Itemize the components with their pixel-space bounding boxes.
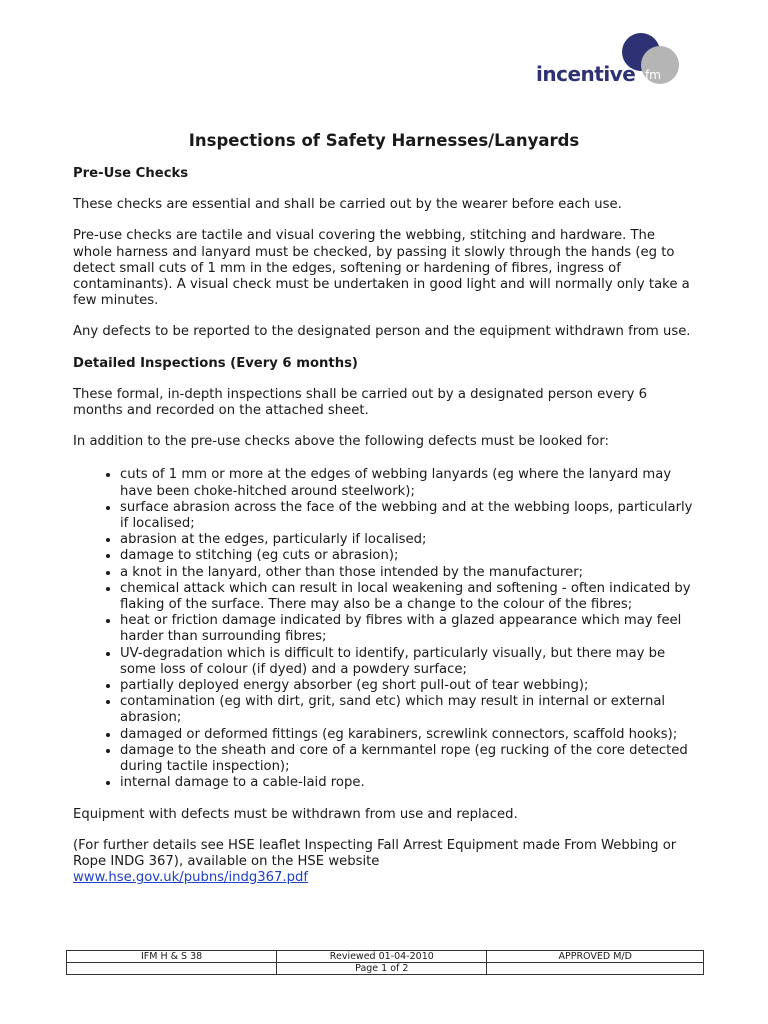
list-item: • UV-degradation which is difficult to identify, particularly visually, but there may be some loss of colour (if dyed) and a powdery surface; [120, 646, 698, 678]
footer-empty-cell [67, 963, 277, 975]
list-item: • damaged or deformed fittings (eg karabiners, screwlink connectors, scaffold hooks); [120, 727, 698, 743]
list-item: • internal damage to a cable-laid rope. [120, 775, 698, 791]
list-item: • heat or friction damage indicated by fibres with a glazed appearance which may feel harder than surrounding fibres; [120, 613, 698, 645]
logo-wordmark: incentive [536, 62, 636, 86]
list-item: • partially deployed energy absorber (eg short pull-out of tear webbing); [120, 678, 698, 694]
table-row [67, 963, 704, 975]
footer-approved: APPROVED M/D [487, 951, 704, 963]
list-item: • a knot in the lanyard, other than those intended by the manufacturer; [120, 565, 698, 581]
detailed-heading: Detailed Inspections (Every 6 months) [73, 355, 358, 371]
pre-use-paragraph-3: Any defects to be reported to the designated person and the equipment withdrawn from use. [73, 324, 691, 340]
list-item: • damage to the sheath and core of a kernmantel rope (eg rucking of the core detected during tactile inspection); [120, 743, 698, 775]
list-item: • damage to stitching (eg cuts or abrasion); [120, 548, 698, 564]
footer-table [66, 950, 704, 975]
list-item: • contamination (eg with dirt, grit, sand etc) which may result in internal or external abrasion; [120, 694, 698, 726]
further-details-text: (For further details see HSE leaflet Inspecting Fall Arrest Equipment made From Webbing or Rope INDG 367), available on the HSE website [73, 837, 677, 869]
defects-list [73, 467, 698, 791]
document-body [73, 166, 698, 886]
list-item: • abrasion at the edges, particularly if localised; [120, 532, 698, 548]
table-row [67, 951, 704, 963]
withdrawn-paragraph: Equipment with defects must be withdrawn from use and replaced. [73, 806, 518, 822]
list-item: • chemical attack which can result in local weakening and softening - often indicated by flaking of the surface. There may also be a change to the colour of the fibres; [120, 581, 698, 613]
pre-use-paragraph-1: These checks are essential and shall be carried out by the wearer before each use. [73, 197, 622, 213]
pre-use-paragraph-2: Pre-use checks are tactile and visual covering the webbing, stitching and hardware. The whole harness and lanyard must be checked, by passing it slowly through the hands (eg to detect small cuts of 1 mm in the edges, softening or hardening of fibres, ingress of contaminants). A visual check must be undertaken in good light and will normally only take a few minutes. [73, 228, 690, 309]
company-logo [536, 30, 686, 92]
footer-ref: IFM H & S 38 [67, 951, 277, 963]
further-details-paragraph [73, 838, 698, 887]
pre-use-heading: Pre-Use Checks [73, 166, 189, 181]
list-item: • surface abrasion across the face of the webbing and at the webbing loops, particularly if localised; [120, 500, 698, 532]
footer-reviewed: Reviewed 01-04-2010 [277, 951, 487, 963]
document-title: Inspections of Safety Harnesses/Lanyards [188, 131, 580, 150]
hse-link[interactable]: www.hse.gov.uk/pubns/indg367.pdf [73, 870, 309, 886]
footer-page: Page 1 of 2 [277, 963, 487, 975]
logo-suffix: fm [645, 68, 661, 82]
detailed-paragraph-1: These formal, in-depth inspections shall be carried out by a designated person every 6 months and recorded on the attached sheet. [73, 386, 648, 419]
detailed-paragraph-2: In addition to the pre-use checks above the following defects must be looked for: [73, 434, 609, 450]
list-item: • cuts of 1 mm or more at the edges of webbing lanyards (eg where the lanyard may have been choke-hitched around steelwork); [120, 467, 698, 499]
footer-empty-cell [487, 963, 704, 975]
